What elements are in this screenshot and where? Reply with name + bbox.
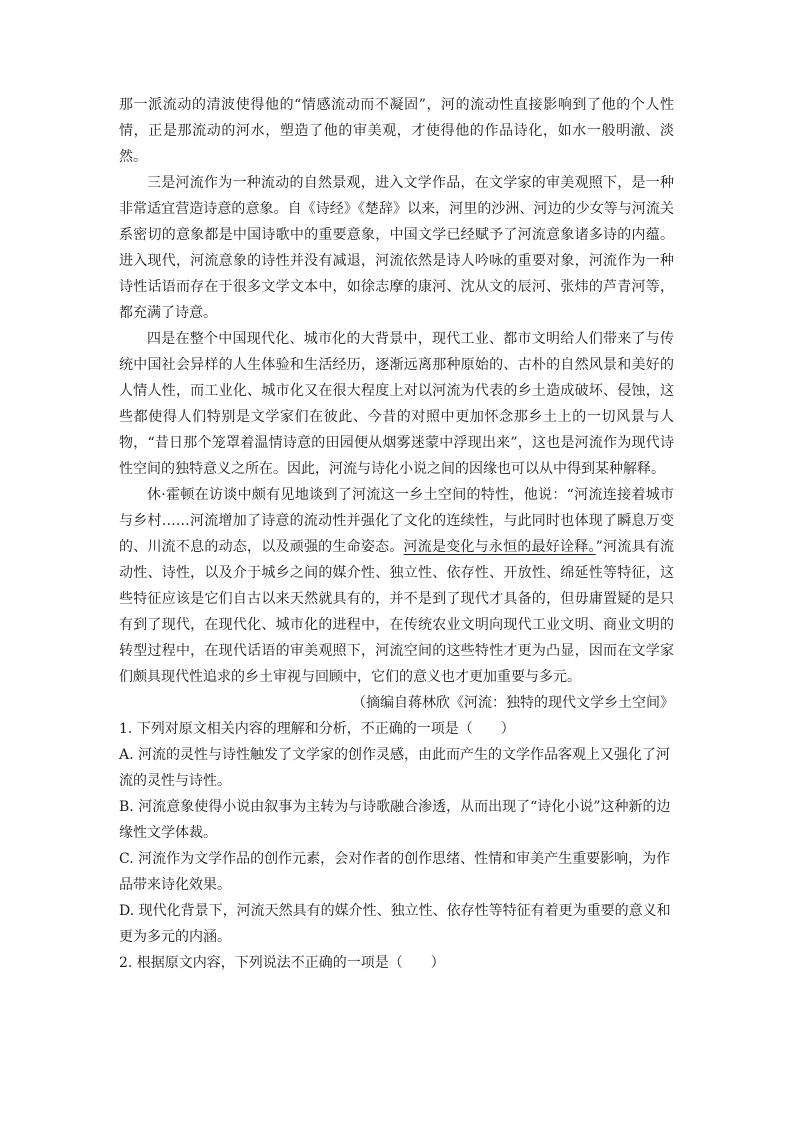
question-1-option-b: B. 河流意象使得小说由叙事为主转为与诗歌融合渗透，从而出现了“诗化小说”这种新的边缘性文学体裁。 [119, 799, 671, 841]
paragraph-hooton-quote [119, 482, 674, 690]
underlined-sentence: 河流是变化与永恒的最好诠释。 [403, 539, 596, 555]
paragraph-flow-continuation: 那一派流动的清波使得他的“情感流动而不凝固”，河的流动性直接影响到了他的个人性情，正是那流动的河水，塑造了他的审美观，才使得他的作品诗化，如水一般明澈、淡然。 [119, 97, 674, 165]
question-1-option-c: C. 河流作为文学作品的创作元素，会对作者的创作思绪、性情和审美产生重要影响，为作品带来诗化效果。 [119, 851, 671, 893]
paragraph-fourth-point: 四是在整个中国现代化、城市化的大背景中，现代工业、都市文明给人们带来了与传统中国社会异样的人生体验和生活经历，逐渐远离那种原始的、古朴的自然风景和美好的人情人性，而工业化、城市化又在很大程度上对以河流为代表的乡土造成破坏、侵蚀，这些都使得人们特别是文学家们在彼此、今昔的对照中更加怀念那乡土上的一切风景与人物，“昔日那个笼罩着温情诗意的田园便从烟雾迷蒙中浮现出来”，这也是河流作为现代诗性空间的独特意义之所在。因此，河流与诗化小说之间的因缘也可以从中得到某种解释。 [119, 331, 674, 477]
source-citation: （摘编自蒋林欣《河流：独特的现代文学乡土空间》 [352, 695, 674, 711]
question-1-stem: 1. 下列对原文相关内容的理解和分析，不正确的一项是（ ） [119, 721, 515, 737]
paragraph-third-point: 三是河流作为一种流动的自然景观，进入文学作品，在文学家的审美观照下，是一种非常适宜营造诗意的意象。自《诗经》《楚辞》以来，河里的沙洲、河边的少女等与河流关系密切的意象都是中国诗歌中的重要意象，中国文学已经赋予了河流意象诸多诗的内蕴。进入现代，河流意象的诗性并没有减退，河流依然是诗人吟咏的重要对象，河流作为一种诗性话语而存在于很多文学文本中，如徐志摩的康河、沈从文的辰河、张炜的芦青河等，都充满了诗意。 [119, 175, 674, 321]
quote-text-after: ”河流具有流动性、诗性，以及介于城乡之间的媒介性、独立性、依存性、开放性、绵延性等特征，这些特征应该是它们自古以来天然就具有的，并不是到了现代才具备的，但毋庸置疑的是只有到了现代，在现代化、城市化的进程中，在传统农业文明向现代工业文明、商业文明的转型过程中，在现代话语的审美观照下，河流空间的这些特性才更为凸显，因而在文学家们颇具现代性追求的乡土审视与回顾中，它们的意义也才更加重要与多元。 [119, 539, 674, 685]
document-page [119, 92, 674, 976]
quote-text-before: 休·霍顿在访谈中颇有见地谈到了河流这一乡土空间的特性，他说：“河流连接着城市与乡村……河流增加了诗意的流动性并强化了文化的连续性，与此同时也体现了瞬息万变的、川流不息的动态，以及顽强的生命姿态。 [119, 487, 674, 555]
question-1-option-d: D. 现代化背景下，河流天然具有的媒介性、独立性、依存性等特征有着更为重要的意义和更为多元的内涵。 [119, 903, 671, 945]
question-2-stem: 2. 根据原文内容，下列说法不正确的一项是（ ） [119, 955, 445, 971]
question-1-option-a: A. 河流的灵性与诗性触发了文学家的创作灵感，由此而产生的文学作品客观上又强化了河流的灵性与诗性。 [119, 747, 671, 789]
